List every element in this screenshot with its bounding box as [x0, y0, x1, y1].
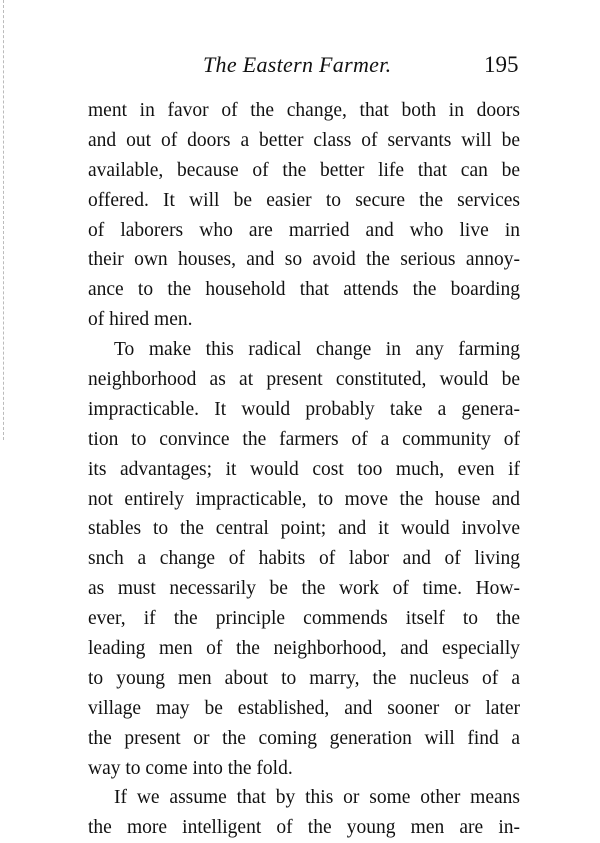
text-line: offered. It will be easier to secure the services [88, 189, 520, 211]
running-title: The Eastern Farmer. [203, 52, 392, 77]
text-line: If we assume that by this or some other means [114, 787, 520, 809]
text-line: stables to the central point; and it would involve [88, 518, 520, 540]
text-line: the present or the coming generation will find a [88, 727, 520, 749]
text-line: to young men about to marry, the nucleus of a [88, 667, 520, 689]
text-line: ever, if the principle commends itself to the [88, 608, 520, 630]
text-line: tion to convince the farmers of a community of [88, 428, 520, 450]
text-line: neighborhood as at present constituted, would be [88, 369, 520, 391]
page-number: 195 [484, 52, 519, 77]
text-line: village may be established, and sooner or later [88, 697, 520, 719]
text-line: available, because of the better life that can be [88, 159, 520, 181]
text-line: ance to the household that attends the boarding [88, 279, 520, 301]
text-line: of laborers who are married and who live in [88, 219, 520, 241]
text-line: of hired men. [88, 309, 193, 331]
text-line: not entirely impracticable, to move the house and [88, 488, 520, 510]
text-line: impracticable. It would probably take a genera- [88, 398, 520, 420]
text-line: leading men of the neighborhood, and especially [88, 638, 520, 660]
text-line: its advantages; it would cost too much, even if [88, 458, 520, 480]
text-line: the more intelligent of the young men are in- [88, 817, 520, 839]
text-line: ment in favor of the change, that both in doors [88, 100, 520, 121]
body-text [88, 96, 520, 843]
text-line: as must necessarily be the work of time. How- [88, 578, 520, 600]
text-line: and out of doors a better class of servants will be [88, 129, 520, 151]
text-line: their own houses, and so avoid the serious annoy- [88, 249, 520, 271]
text-line: To make this radical change in any farming [114, 339, 520, 361]
text-line: snch a change of habits of labor and of living [88, 548, 520, 570]
text-line: way to come into the fold. [88, 757, 293, 779]
page-header [0, 52, 600, 88]
